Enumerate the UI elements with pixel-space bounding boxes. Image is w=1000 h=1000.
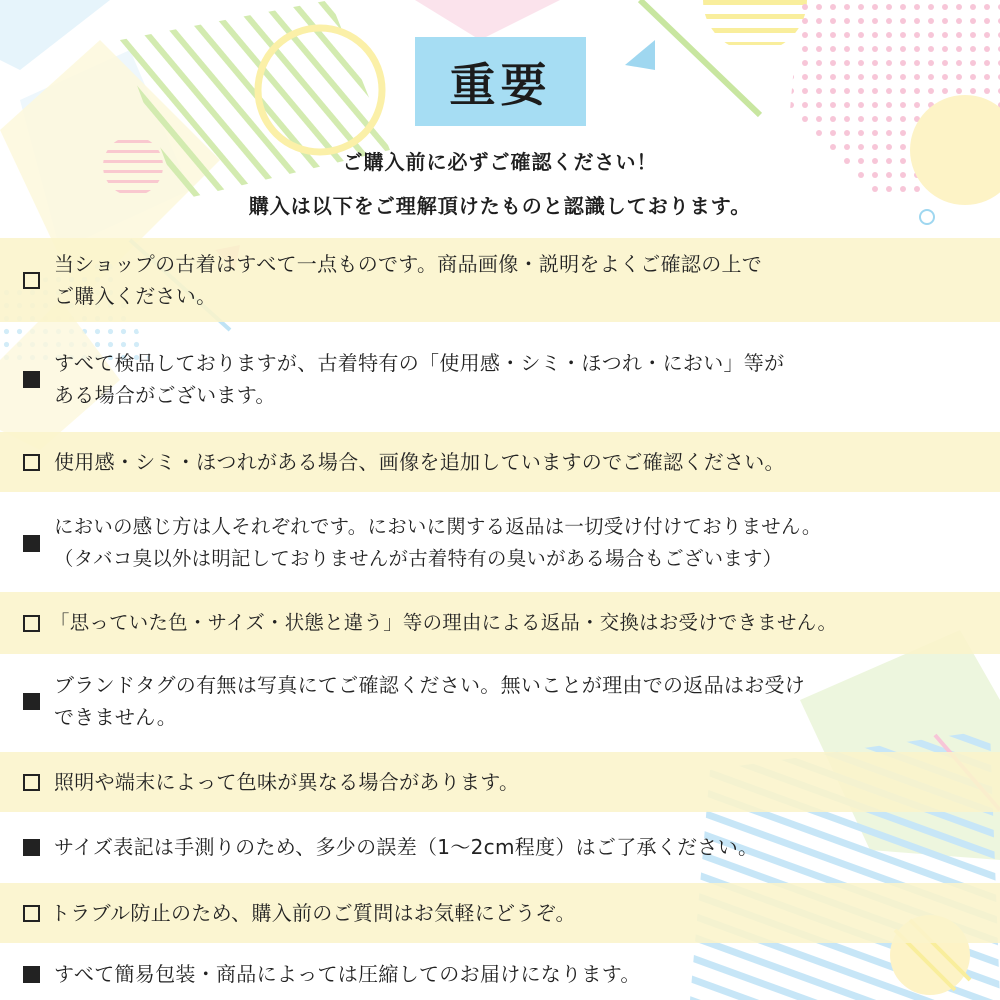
square-filled-icon: [23, 966, 40, 983]
square-filled-icon: [23, 693, 40, 710]
title-banner: [415, 37, 586, 126]
subtitle-line-1: ご購入前に必ずご確認ください！: [342, 150, 658, 174]
notice-item: [0, 948, 1000, 1000]
notice-item-text: 「思っていた色・サイズ・状態と違う」等の理由による返品・交換はお受けできません。: [50, 611, 838, 634]
notice-item-text: すべて簡易包装・商品によっては圧縮してのお届けになります。: [54, 962, 641, 986]
notice-item: [0, 883, 1000, 943]
notice-item-text: すべて検品しておりますが、古着特有の「使用感・シミ・ほつれ・におい」等が ある場合がございます。: [54, 351, 785, 407]
notice-item-text: においの感じ方は人それぞれです。においに関する返品は一切受け付けておりません。 （タバコ臭以外は明記しておりませんが古着特有の臭いがある場合もございます）: [54, 515, 822, 570]
notice-item: [0, 752, 1000, 812]
checkbox-outline-icon: [23, 272, 40, 289]
page-title: 重要: [449, 57, 552, 112]
notice-item-text: サイズ表記は手測りのため、多少の誤差（1〜2cm程度）はご了承ください。: [54, 835, 759, 859]
square-filled-icon: [23, 839, 40, 856]
notice-item: [0, 334, 1000, 424]
notice-item-text: トラブル防止のため、購入前のご質問はお気軽にどうぞ。: [50, 901, 576, 925]
notice-item-text: 照明や端末によって色味が異なる場合があります。: [54, 770, 520, 794]
notice-item-text: 使用感・シミ・ほつれがある場合、画像を追加していますのでご確認ください。: [54, 450, 785, 474]
notice-item: [0, 500, 1000, 586]
square-filled-icon: [23, 371, 40, 388]
notice-item: [0, 432, 1000, 492]
checkbox-outline-icon: [23, 454, 40, 471]
checkbox-outline-icon: [23, 774, 40, 791]
checkbox-outline-icon: [23, 905, 40, 922]
checkbox-outline-icon: [23, 615, 40, 632]
subtitle-line-2: 購入は以下をご理解頂けたものと認識しております。: [248, 194, 752, 218]
notice-item: [0, 238, 1000, 322]
notice-item: [0, 818, 1000, 876]
notice-item-text: ブランドタグの有無は写真にてご確認ください。無いことが理由での返品はお受け できません。: [54, 673, 806, 729]
notice-item-text: 当ショップの古着はすべて一点ものです。商品画像・説明をよくご確認の上で ご購入ください。: [54, 252, 763, 308]
notice-item: [0, 656, 1000, 746]
notice-item: [0, 592, 1000, 654]
square-filled-icon: [23, 535, 40, 552]
